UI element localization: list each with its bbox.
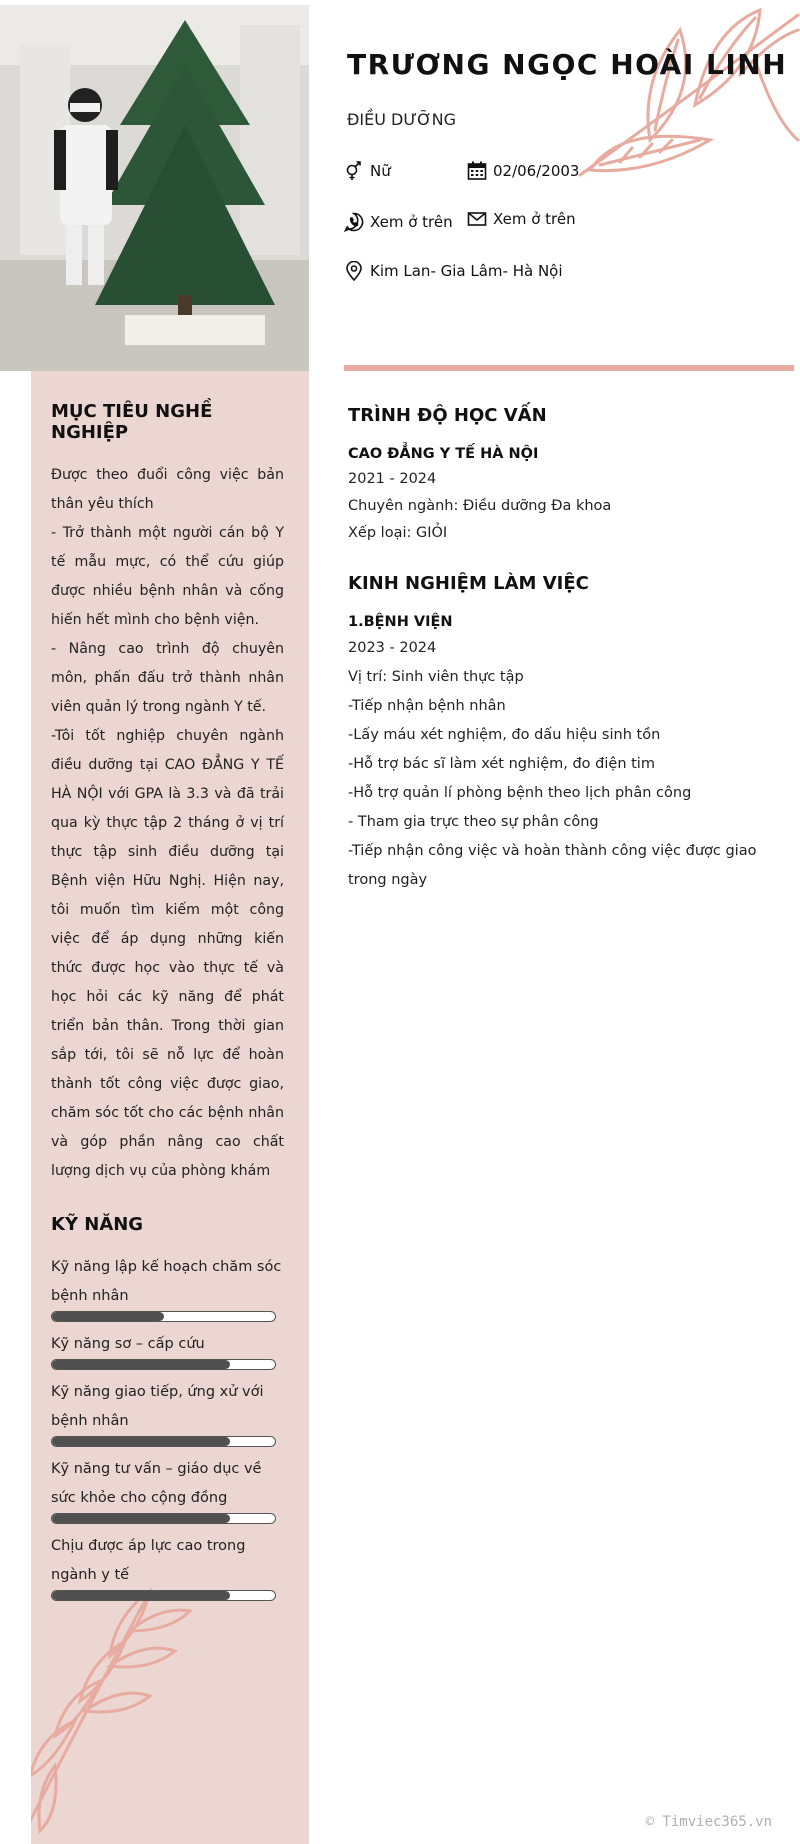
experience-task: -Hỗ trợ quản lí phòng bệnh theo lịch phân công bbox=[348, 785, 692, 801]
experience-task: -Lấy máu xét nghiệm, đo dấu hiệu sinh tồn bbox=[348, 727, 661, 743]
sidebar bbox=[31, 371, 309, 1844]
skill-level-fill bbox=[52, 1514, 230, 1523]
decorative-leaf-bottom bbox=[31, 1571, 200, 1844]
birthdate-info bbox=[467, 161, 579, 181]
skill-level-bar bbox=[51, 1513, 276, 1524]
education-title: TRÌNH ĐỘ HỌC VẤN bbox=[348, 405, 547, 426]
education-grade: Xếp loại: GIỎI bbox=[348, 525, 448, 541]
objective-text bbox=[51, 461, 284, 1186]
company-name: 1.BỆNH VIỆN bbox=[348, 614, 453, 630]
profile-photo bbox=[0, 5, 309, 371]
skill-name: Kỹ năng lập kế hoạch chăm sóc bệnh nhân bbox=[51, 1259, 282, 1304]
candidate-name: TRƯƠNG NGỌC HOÀI LINH bbox=[347, 48, 788, 81]
skill-item bbox=[51, 1253, 284, 1322]
skill-name: Kỹ năng giao tiếp, ứng xử với bệnh nhân bbox=[51, 1384, 264, 1429]
skills-title: KỸ NĂNG bbox=[51, 1214, 144, 1235]
objective-paragraph: Được theo đuổi công việc bản thân yêu thích bbox=[51, 467, 284, 512]
experience-task: -Tiếp nhận bệnh nhân bbox=[348, 698, 506, 714]
experience-task: - Tham gia trực theo sự phân công bbox=[348, 814, 599, 830]
objective-paragraph: - Trở thành một người cán bộ Y tế mẫu mực, có thể cứu giúp được nhiều bệnh nhân và cống hiến hết mình cho bệnh viện. bbox=[51, 525, 284, 628]
map-pin-icon bbox=[344, 261, 364, 281]
objective-paragraph: - Nâng cao trình độ chuyên môn, phấn đấu trở thành nhân viên quản lý trong ngành Y tế. bbox=[51, 641, 284, 715]
experience-period: 2023 - 2024 bbox=[348, 640, 437, 656]
skill-level-bar bbox=[51, 1359, 276, 1370]
birthdate-value: 02/06/2003 bbox=[493, 162, 580, 180]
envelope-icon bbox=[467, 209, 487, 229]
skill-name: Kỹ năng tư vấn – giáo dục về sức khỏe cho cộng đồng bbox=[51, 1461, 262, 1506]
experience-position: Vị trí: Sinh viên thực tập bbox=[348, 669, 524, 685]
objective-paragraph: -Tôi tốt nghiệp chuyên ngành điều dưỡng tại CAO ĐẲNG Y TẾ HÀ NỘI với GPA là 3.3 và đã trải qua kỳ thực tập 2 tháng ở vị trí thực tập sinh điều dưỡng tại Bệnh viện Hữu Nghị. Hiện nay, tôi muốn tìm kiếm một công việc để áp dụng những kiến thức được học vào thực tế và học hỏi các kỹ năng để phát triển bản thân. Trong thời gian sắp tới, tôi sẽ nỗ lực để hoàn thành tốt công việc được giao, chăm sóc tốt cho các bệnh nhân và góp phần nâng cao chất lượng dịch vụ của phòng khám bbox=[51, 728, 284, 1179]
address-info bbox=[344, 261, 563, 281]
job-title: ĐIỀU DƯỠNG bbox=[347, 110, 457, 129]
whatsapp-phone-icon bbox=[344, 212, 364, 232]
skill-level-bar bbox=[51, 1311, 276, 1322]
skill-level-bar bbox=[51, 1590, 276, 1601]
decorative-leaf-top bbox=[560, 0, 800, 200]
calendar-icon bbox=[467, 161, 487, 181]
skill-item bbox=[51, 1378, 284, 1447]
skill-level-bar bbox=[51, 1436, 276, 1447]
skill-item bbox=[51, 1455, 284, 1524]
gender-value: Nữ bbox=[370, 162, 391, 180]
skill-name: Chịu được áp lực cao trong ngành y tế bbox=[51, 1538, 246, 1583]
phone-info bbox=[344, 212, 453, 232]
address-value: Kim Lan- Gia Lâm- Hà Nội bbox=[370, 262, 563, 280]
experience-entry bbox=[348, 614, 768, 895]
email-value[interactable]: Xem ở trên bbox=[493, 210, 576, 228]
experience-title: KINH NGHIỆM LÀM VIỆC bbox=[348, 573, 589, 594]
skill-item bbox=[51, 1330, 284, 1370]
skill-level-fill bbox=[52, 1437, 230, 1446]
skill-level-fill bbox=[52, 1591, 230, 1600]
skill-level-fill bbox=[52, 1312, 164, 1321]
experience-task: -Tiếp nhận công việc và hoàn thành công việc được giao trong ngày bbox=[348, 843, 757, 888]
phone-value[interactable]: Xem ở trên bbox=[370, 213, 453, 231]
objective-title: MỤC TIÊU NGHỀ NGHIỆP bbox=[51, 401, 213, 443]
skill-level-fill bbox=[52, 1360, 230, 1369]
education-major: Chuyên ngành: Điều dưỡng Đa khoa bbox=[348, 498, 612, 514]
education-entry bbox=[348, 446, 768, 547]
skill-item bbox=[51, 1532, 284, 1601]
experience-task: -Hỗ trợ bác sĩ làm xét nghiệm, đo điện tim bbox=[348, 756, 655, 772]
education-period: 2021 - 2024 bbox=[348, 471, 437, 487]
email-info bbox=[467, 209, 576, 229]
gender-icon bbox=[344, 161, 364, 181]
watermark: © Timviec365.vn bbox=[645, 1814, 772, 1830]
header-divider bbox=[344, 365, 794, 371]
main-content bbox=[348, 405, 768, 895]
skill-name: Kỹ năng sơ – cấp cứu bbox=[51, 1336, 205, 1352]
skills-list bbox=[51, 1253, 284, 1601]
gender-info bbox=[344, 161, 391, 181]
school-name: CAO ĐẲNG Y TẾ HÀ NỘI bbox=[348, 446, 539, 462]
